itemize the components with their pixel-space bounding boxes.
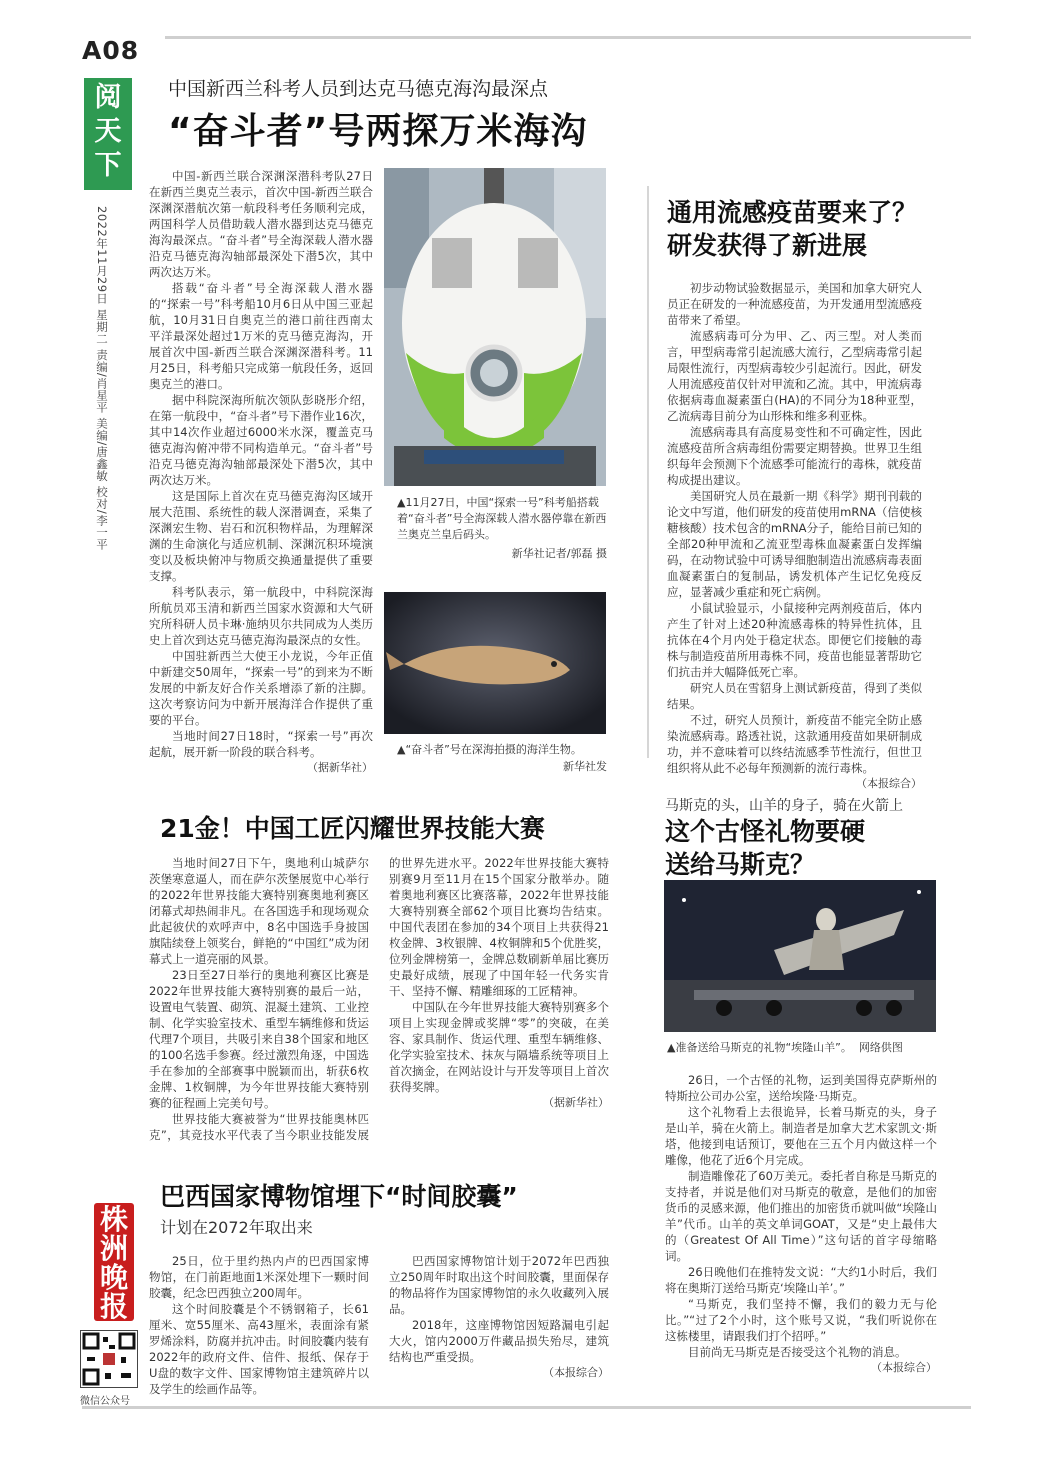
submersible-photo	[384, 168, 606, 486]
story1-kicker: 中国新西兰科考人员到达克马德克海沟最深点	[168, 78, 549, 100]
paragraph: 目前尚无马斯克是否接受这个礼物的消息。	[688, 1345, 907, 1359]
paragraph: 据中科院深海所航次领队彭晓彤介绍，在第一航段中，“奋斗者”号下潜作业16次，其中14次作业超过6000米水深，覆盖克马德克海沟俯冲带不同构造单元。“奋斗者”号沿克马德克海沟轴部最深处下潜5次，其中两次达万米。	[149, 393, 373, 487]
sea-creature-photo	[384, 592, 606, 734]
qr-label: 微信公众号	[80, 1396, 130, 1407]
paragraph: 中国-新西兰联合深渊深潜科考队27日在新西兰奥克兰表示，首次中国-新西兰联合深渊深潜航次第一航段科考任务顺利完成，两国科学人员借助载人潜水器到达克马德克海沟最深点。“奋斗者”号全海深载人潜水器沿克马德克海沟轴部最深处下潜5次，其中两次达万米。	[149, 169, 373, 279]
story2-body	[667, 280, 922, 792]
paragraph: 23日至27日举行的奥地利赛区比赛是2022年世界技能大赛特别赛的最后一站，设置电气装置、砌筑、混凝土建筑、工业控制、化学实验室技术、重型车辆维修和货运代理7个项目，共吸引来自38个国家和地区的100名选手参赛。经过激烈角逐，中国选手在参加的全部赛事中脱颖而出，斩获6枚金牌、1枚铜牌，为今年世界技能大赛特别赛的征程画上完美句号。	[149, 968, 369, 1110]
story1-source: （据新华社）	[307, 761, 373, 774]
story5-subhead: 计划在2072年取出来	[160, 1218, 313, 1237]
bottom-rule	[82, 1406, 971, 1409]
paragraph: 这是国际上首次在克马德克海沟区域开展大范围、系统性的载人深潜调查，采集了深渊宏生物、岩石和沉积物样品，为理解深渊的生命演化与适应机制、深渊沉积环境演变以及板块俯冲与物质交换通量提供了重要支撑。	[149, 489, 373, 583]
dateline: 2022年11月29日 星期二 责编/肖星平 美编/唐鑫敏 校对/李一平	[95, 206, 109, 551]
paragraph: 这个时间胶囊是个不锈钢箱子，长61厘米、宽55厘米、高43厘米，表面涂有紧罗烯涂料，防腐并抗冲击。时间胶囊内装有2022年的政府文件、信件、报纸、保存于U盘的数字文件、国家博物馆主建筑碎片以及学生的绘画作品等。	[149, 1302, 369, 1396]
elon-goat-photo	[664, 880, 936, 1032]
paragraph: 世界技能大赛被誉为“世界技能奥林匹克”，其竞技水平代表了当今职业技能发展的世界先进水平。2022年世界技能大赛特别赛9月至11月在15个国家分散举办。随着奥地利赛区比赛落幕，2022年世界技能大赛特别赛全部62个项目比赛均告结束。中国代表团在参加的34个项目上共获得21枚金牌、3枚银牌、4枚铜牌和5个优胜奖，位列金牌榜第一，金牌总数刷新单届比赛历史最好成绩，展现了中国年轻一代务实肯干、坚持不懈、精雕细琢的工匠精神。	[149, 856, 609, 1142]
paragraph: 流感病毒可分为甲、乙、丙三型。对人类而言，甲型病毒常引起流感大流行，乙型病毒常引起局限性流行，丙型病毒较少引起流行。因此，研发人用流感疫苗仅针对甲流和乙流。其中，甲流病毒依据病毒血凝素蛋白(HA)的不同分为18种亚型，乙流病毒目前分为山形株和维多利亚株。	[667, 329, 922, 423]
paragraph: 制造雕像花了60万美元。委托者自称是马斯克的支持者，并说是他们对马斯克的敬意，是他们的加密货币的灵感来源，他们推出的加密货币就叫做“埃隆山羊”代币。山羊的英文单词GOAT，又是“史上最伟大的（Greatest Of All Time）”这句话的首字母缩略词。	[665, 1169, 937, 1263]
story3-source: （据新华社）	[543, 1096, 609, 1109]
paragraph: 25日，位于里约热内卢的巴西国家博物馆，在门前距地面1米深处埋下一颗时间胶囊，纪念巴西独立200周年。	[149, 1254, 369, 1300]
page-number: A08	[82, 36, 140, 65]
photo2-caption: ▲“奋斗者”号在深海拍摄的海洋生物。	[397, 743, 582, 756]
story5-body	[149, 1253, 609, 1401]
paragraph: 2018年，这座博物馆因短路漏电引起大火，馆内2000万件藏品损失殆尽，建筑结构也严重受损。	[389, 1318, 609, 1364]
story3-body	[149, 855, 609, 1145]
paragraph: 当地时间27日下午，奥地利山城萨尔茨堡寒意逼人，而在萨尔茨堡展览中心举行的2022年世界技能大赛特别赛奥地利赛区闭幕式却热闹非凡。在各国选手和现场观众此起彼伏的欢呼声中，8名中国选手身披国旗陆续登上领奖台，鲜艳的“中国红”成为闭幕式上一道亮丽的风景。	[149, 856, 369, 966]
story4-headline: 这个古怪礼物要硬送给马斯克？	[665, 817, 866, 879]
photo1-caption: ▲11月27日，中国“探索一号”科考船搭载着“奋斗者”号全海深载人潜水器停靠在新西兰奥克兰皇后码头。	[397, 496, 607, 541]
paragraph: 研究人员在雪貂身上测试新疫苗，得到了类似结果。	[667, 681, 922, 711]
paragraph: 初步动物试验数据显示，美国和加拿大研究人员正在研发的一种流感疫苗，为开发通用型流感疫苗带来了希望。	[667, 281, 922, 327]
paragraph: 巴西国家博物馆计划于2072年巴西独立250周年时取出这个时间胶囊，里面保存的物品将作为国家博物馆的永久收藏列入展品。	[389, 1254, 609, 1316]
story2-source: （本报综合）	[856, 777, 922, 790]
paragraph: 当地时间27日18时，“探索一号”再次起航，展开新一阶段的联合科考。	[149, 729, 373, 759]
paragraph: 美国研究人员在最新一期《科学》期刊刊载的论文中写道，他们研发的疫苗使用mRNA（信使核糖核酸）技术包含的mRNA分子，能给目前已知的全部20种甲流和乙流亚型毒株血凝素蛋白发挥编码，在动物试验中可诱导细胞制造出流感病毒表面血凝素蛋白的复制品，诱发机体产生记忆免疫反应，显著减少重症和死亡病例。	[667, 489, 922, 599]
top-rule	[165, 36, 971, 39]
photo2-credit: 新华社发	[563, 760, 607, 773]
paragraph: 中国队在今年世界技能大赛特别赛多个项目上实现金牌或奖牌“零”的突破，在美容、家具制作、货运代理、重型车辆维修、化学实验室技术、抹灰与隔墙系统等项目上首次摘金，在网站设计与开发等项目上首次获得奖牌。	[389, 1000, 609, 1094]
story4-kicker: 马斯克的头，山羊的身子，骑在火箭上	[665, 798, 903, 814]
qr-code-icon	[80, 1330, 138, 1388]
column-tab: 阅天下	[84, 78, 132, 190]
paragraph: 小鼠试验显示，小鼠接种完两剂疫苗后，体内产生了针对上述20种流感毒株的特异性抗体，且抗体在4个月内处于稳定状态。即便它们接触的毒株与制造疫苗所用毒株不同，疫苗也能显著帮助它们抗击并大幅降低死亡率。	[667, 601, 922, 679]
newspaper-logo: 株洲晚报	[94, 1203, 134, 1321]
story5-headline: 巴西国家博物馆埋下“时间胶囊”	[160, 1182, 518, 1211]
story4-body	[665, 1072, 937, 1376]
paragraph: 26日晚他们在推特发文说：“大约1小时后，我们将在奥斯汀送给马斯克‘埃隆山羊’。”	[665, 1265, 937, 1295]
paragraph: 流感病毒具有高度易变性和不可确定性，因此流感疫苗所含病毒组份需要定期替换。世界卫生组织每年会预测下个流感季可能流行的毒株，就疫苗构成提出建议。	[667, 425, 922, 487]
paragraph: 26日，一个古怪的礼物，运到美国得克萨斯州的特斯拉公司办公室，送给埃隆·马斯克。	[665, 1073, 937, 1103]
story2-box	[647, 186, 939, 790]
paragraph: 这个礼物看上去很诡异，长着马斯克的头，身子是山羊，骑在火箭上。制造者是加拿大艺术家凯文·斯塔，他接到电话预订，要他在三五个月内做这样一个雕像，他花了近6个月完成。	[665, 1105, 937, 1167]
story1-headline: “奋斗者”号两探万米海沟	[168, 111, 588, 152]
paragraph: 科考队表示，第一航段中，中科院深海所航员邓玉清和新西兰国家水资源和大气研究所科研人员卡琳·施纳贝尔共同成为人类历史上首次到达克马德克海沟最深点的女性。	[149, 585, 373, 647]
paragraph: 不过，研究人员预计，新疫苗不能完全防止感染流感病毒。路透社说，这款通用疫苗如果研制成功，并不意味着可以终结流感季节性流行，但世卫组织将从此不必每年预测新的流行毒株。	[667, 713, 922, 775]
photo1-credit: 新华社记者/郭磊 摄	[511, 547, 607, 560]
story5-source: （本报综合）	[543, 1366, 609, 1379]
story4-caption: ▲准备送给马斯克的礼物“埃隆山羊”。 网络供图	[667, 1041, 903, 1054]
paragraph: 中国驻新西兰大使王小龙说，今年正值中新建交50周年，“探索一号”的到来为不断发展的中新友好合作关系增添了新的注脚。这次考察访问为中新开展海洋合作提供了重要的平台。	[149, 649, 373, 727]
paragraph: 搭载“奋斗者”号全海深载人潜水器的“探索一号”科考船10月6日从中国三亚起航，10月31日自奥克兰的港口前往西南太平洋最深处超过1万米的克马德克海沟，开展首次中国-新西兰联合深渊深潜科考。11月25日，科考船只完成第一航段任务，返回奥克兰的港口。	[149, 281, 373, 391]
story2-headline: 通用流感疫苗要来了？研发获得了新进展	[667, 198, 918, 260]
paragraph: “马斯克，我们坚持不懈，我们的毅力无与伦比。”“过了2个小时，这个账号又说，“我们听说你在这栋楼里，请跟我们打个招呼。”	[665, 1297, 937, 1343]
story3-headline: 21金！中国工匠闪耀世界技能大赛	[160, 814, 545, 843]
story1-body	[149, 168, 373, 776]
story4-source: （本报综合）	[871, 1361, 937, 1374]
